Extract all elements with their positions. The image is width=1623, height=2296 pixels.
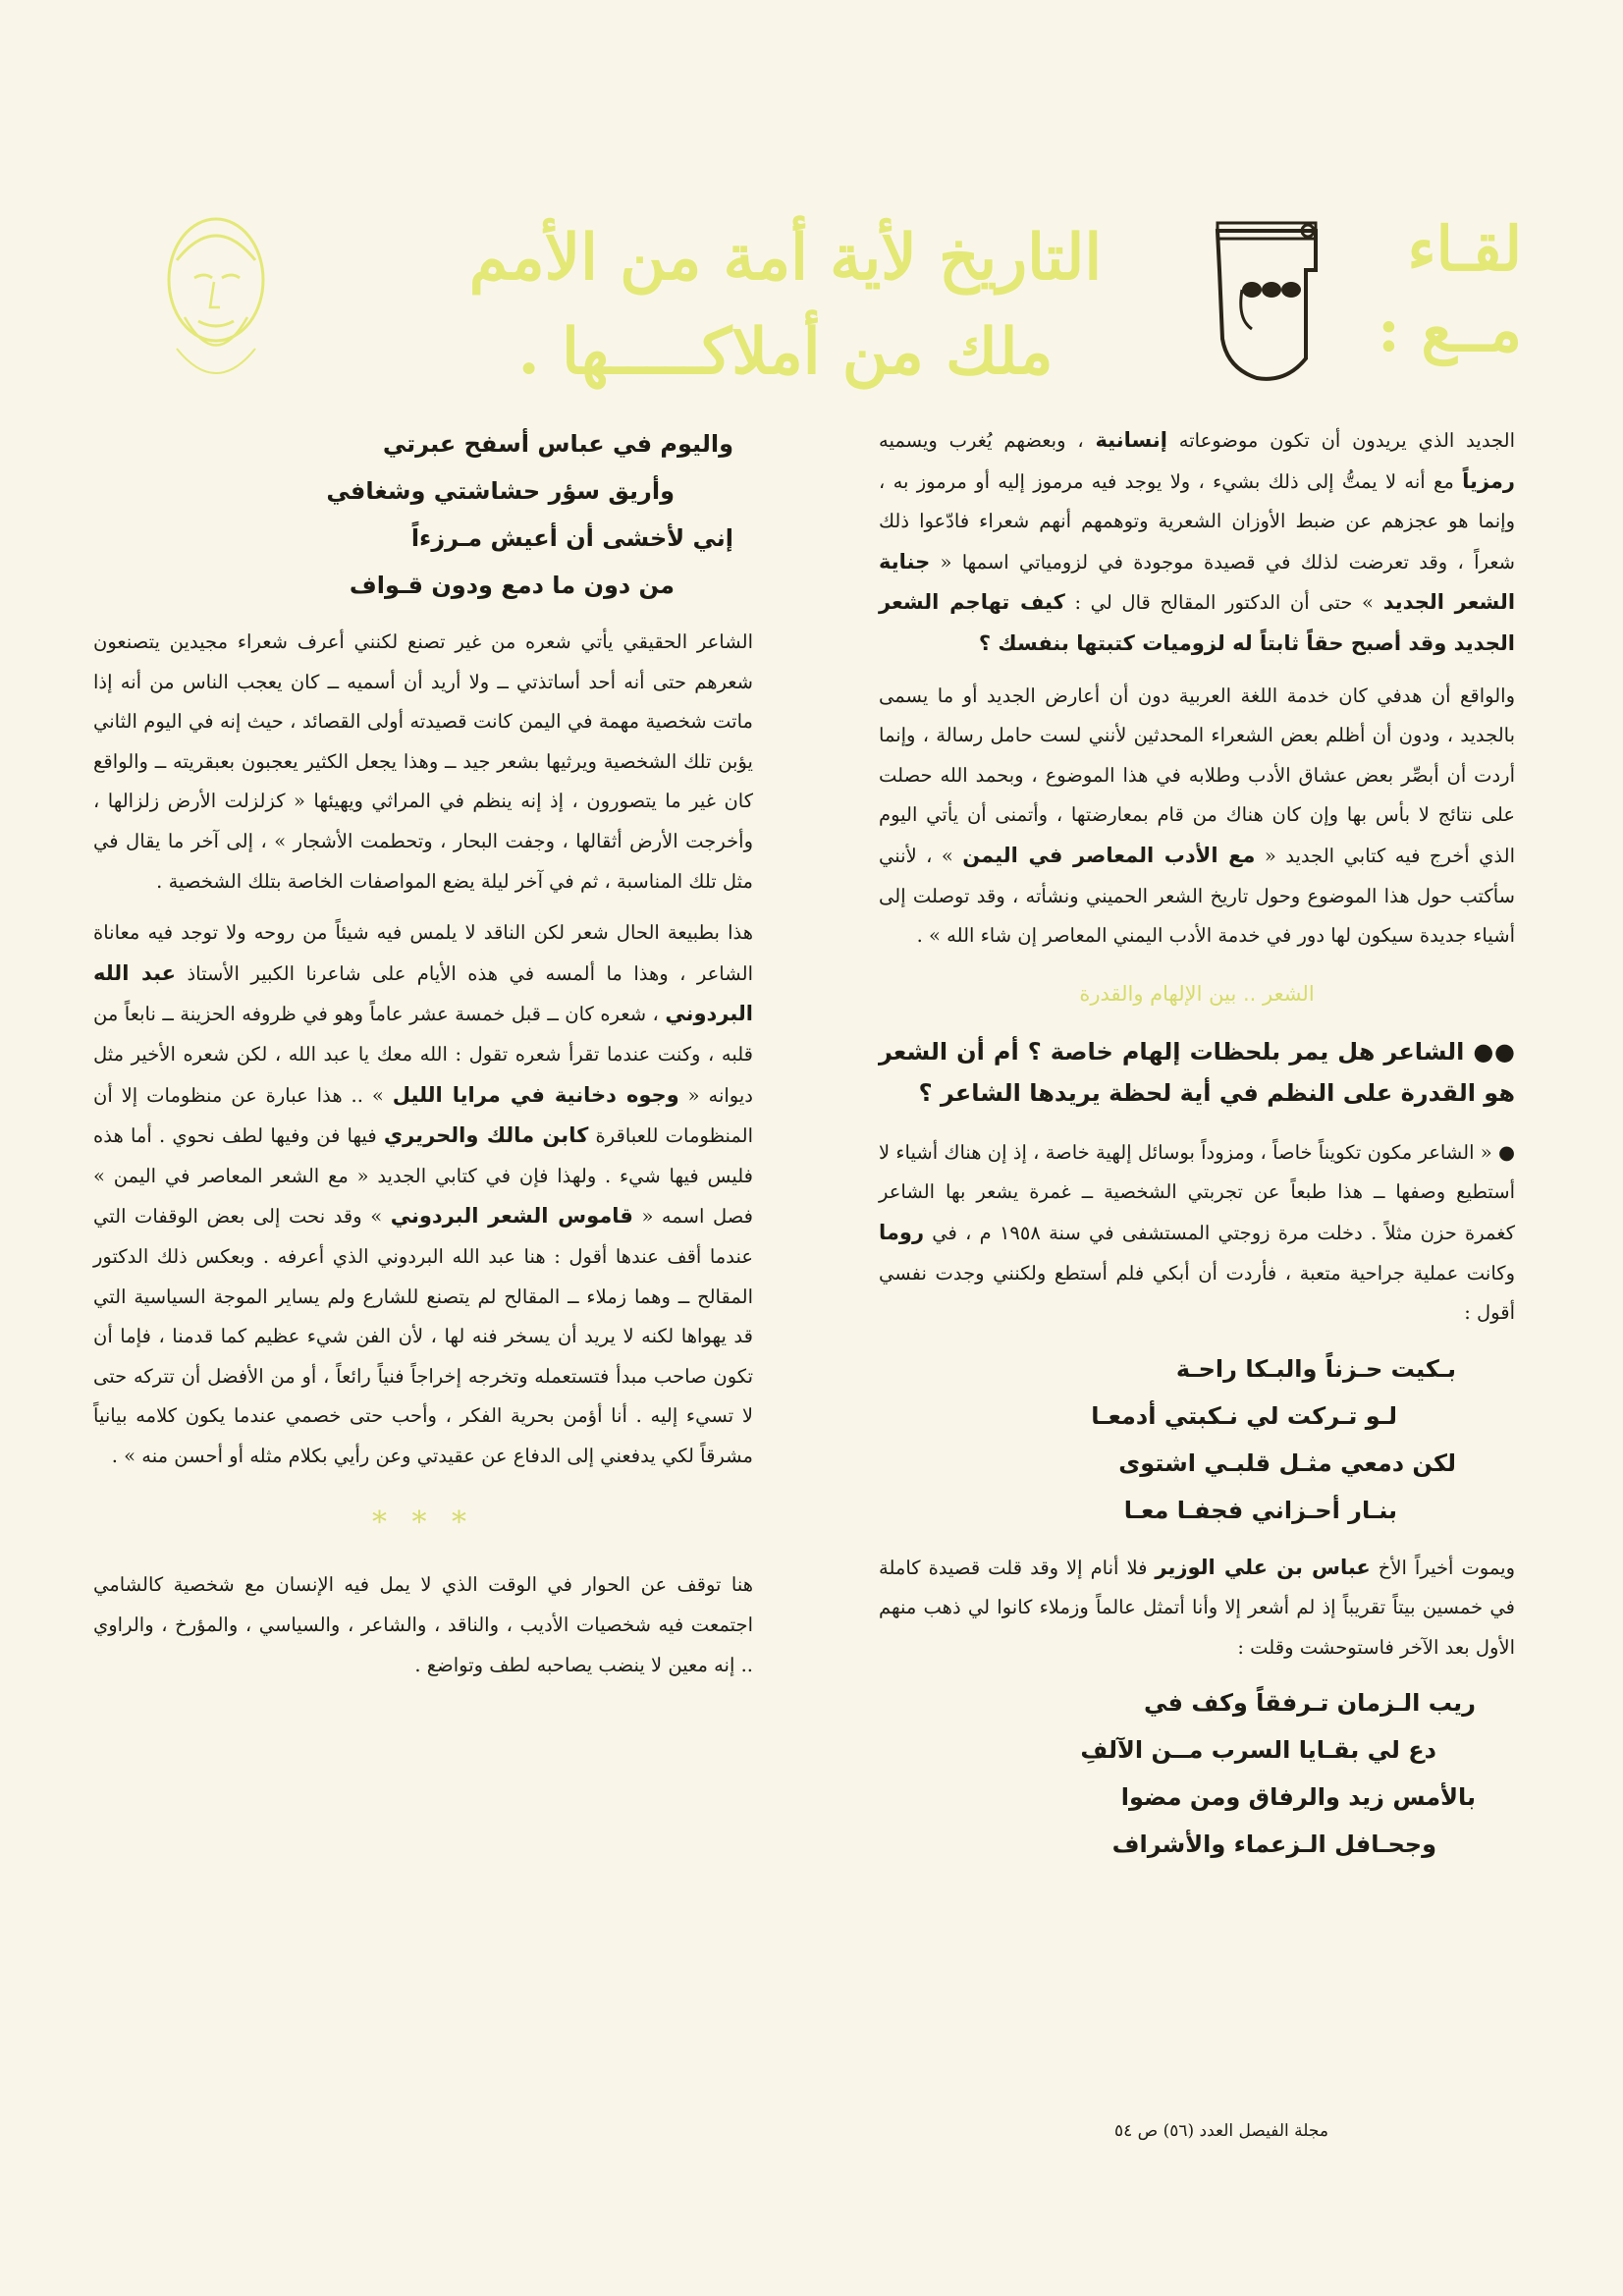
verse-line: ريب الـزمان تـرفقاً وكف في (1144, 1689, 1476, 1718)
paragraph-1 (879, 420, 1515, 665)
headline-line-1: التاريخ لأية أمة من الأمم (468, 221, 1103, 295)
verse-line: لـو تـركت لي نـكبتي أدمعـا (1091, 1401, 1397, 1430)
verse-line: دع لي بقـايا السرب مــن الآلفِ (1080, 1736, 1436, 1765)
bold-text: قاموس الشعر البردوني (390, 1204, 633, 1229)
text: هذا بطبيعة الحال شعر لكن الناقد لا يلمس فيه شيئاً من روحه ولا توجد فيه معاناة الشاعر ، وهذا ما ألمسه في هذه الأيام على شاعرنا الكبير الأستاذ (93, 921, 754, 985)
text: والواقع أن هدفي كان خدمة اللغة العربية دون أن أعارض الجديد أو ما يسمى بالجديد ، ودون أن أظلم بعض الشعراء المحدثين لأنني لست حامل رسالة ، وإنما أردت أن أبصِّر بعض عشاق الأدب وطلابه في هذا الموضوع ، وبحمد الله حصلت على نتائج لا بأس بها وإن كان هناك من قام بمعارضتها ، وأتمنى أن يأتي اليوم الذي أخرج فيه كتابي الجديد « (879, 683, 1516, 867)
text: » .. هذا عبارة عن منظومات إلا أن المنظومات للعباقرة (93, 1083, 754, 1148)
hand-pen-icon (1198, 211, 1335, 388)
logo-word-maa: مــع : (1377, 294, 1522, 365)
verse-line: إني لأخشى أن أعيش مـرزءاً (410, 524, 733, 552)
paragraph-5: الشاعر الحقيقي يأتي شعره من غير تصنع لكنني أعرف شعراء مجيدين يتصنعون شعرهم حتى أنه أحد أساتذتي ــ ولا أريد أن أسميه ــ كان يعجب الناس من أنه إذا ماتت شخصية مهمة في اليمن كانت قصيدته أولى القصائد ، حيث إنه في اليوم الثاني يؤبن تلك الشخصية ويرثيها بشعر جيد ــ وهذا يجعل الكثير يعجبون بعبقريته ــ والواقع كان غير ما يتصورون ، إذ إنه ينظم في المراثي ويهيئها « كزلزلت الأرض زلزالها ، وأخرجت الأرض أثقالها ، وجفت البحار ، وتحطمت الأشجار » ، إلى آخر ما يقال في مثل تلك المناسبة ، ثم في آخر ليلة يضع المواصفات الخاصة بتلك الشخصية . (93, 630, 753, 893)
interview-question: ●● الشاعر هل يمر بلحظات إلهام خاصة ؟ أم أن الشعر هو القدرة على النظم في أية لحظة يريدها الشاعر ؟ (879, 1037, 1515, 1107)
headline-line-2: ملك من أملاكـــــها . (517, 315, 1054, 389)
verse-line: بالأمس زيد والرفاق ومن مضوا (1120, 1783, 1476, 1812)
text: الجديد الذي يريدون أن تكون موضوعاته (1166, 429, 1515, 452)
verse-line: لكن دمعي مثـل قلبـي اشتوى (1118, 1449, 1456, 1477)
poem-block-2 (879, 1679, 1515, 1868)
text: ● « الشاعر مكون تكويناً خاصاً ، ومزوداً بوسائل إلهية خاصة ، إذ إن هناك أشياء لا أستطيع وصفها ــ هذا طبعاً عن تجربتي الشخصية ــ غمرة يشعر بها الشاعر كغمرة حزن مثلاً . دخلت مرة زوجتي المستشفى في سنة ١٩٥٨ م ، في (879, 1140, 1515, 1244)
bold-text: عبد الله البردوني (93, 960, 753, 1026)
author-portrait-sketch (147, 201, 285, 388)
bold-text: وجوه دخانية في مرايا الليل (392, 1082, 679, 1107)
verse-line: وأريق سؤر حشاشتي وشغافي (326, 477, 675, 505)
paragraph-2 (879, 677, 1515, 957)
poem-block-1 (879, 1345, 1515, 1534)
bold-text: جناية الشعر الجديد (879, 549, 1516, 615)
text: فلا أنام إلا وقد قلت قصيدة كاملة في خمسين بيتاً تقريباً إذ لم أشعر إلا وأنا أتمثل عالماً وزملاء كانوا لي ذهب منهم الأول بعد الآخر فاستوحشت وقلت : (879, 1556, 1515, 1659)
text: » حتى أن الدكتور المقالح قال لي : (1064, 591, 1383, 615)
paragraph-7: هنا توقف عن الحوار في الوقت الذي لا يمل فيه الإنسان مع شخصية كالشامي اجتمعت فيه شخصيات الأديب ، والناقد ، والشاعر ، والسياسي ، والمؤرخ ، والراوي .. إنه معين لا ينضب يصاحبه لطف وتواضع . (93, 1573, 753, 1676)
text: » وقد نحت إلى بعض الوقفات التي عندما أقف عندها أقول : هنا عبد الله البردوني الذي أعرفه . وبعكس ذلك الدكتور المقالح ــ وهما زملاء ــ المقالح لم يتصنع للشارع ولم يساير الموجة السياسية التي قد يهواها لكنه لا يريد أن يسخر فنه لها ، لأن الفن شيء عظيم كما قدمنا ، فإما أن تكون صاحب مبدأ فتستعمله وتخرجه إخراجاً فنياً رائعاً ، أو من الأفضل أن تتركه حتى لا تسيء إليه . أنا أؤمن بحرية الفكر ، وأحب حتى خصمي عندما يكون كلامه بيانياً مشرقاً لكي يدفعني إلى الدفاع عن عقيدتي وعن رأيي بكلام مثله أو أحسن منه » . (93, 1205, 753, 1467)
poem-block-0 (93, 420, 753, 609)
paragraph-6 (93, 913, 753, 1476)
verse-line: من دون ما دمع ودون قـواف (349, 572, 675, 599)
text: ويموت أخيراً الأخ (1370, 1556, 1515, 1579)
bold-text: روما (879, 1220, 925, 1244)
verse-line: بنـار أحـزاني فجفـا معـا (1123, 1496, 1397, 1524)
logo-word-liqaa: لقـاء (1407, 213, 1522, 285)
text: ، وبعضهم يُغرب ويسميه (879, 429, 1096, 452)
text: » ، لأنني سأكتب حول هذا الموضوع وحول تاريخ الشعر الحميني ونشأته ، وقد توصلت إلى أشياء جديدة سيكون لها دور في خدمة الأدب اليمني المعاصر إن شاء الله » . (879, 844, 1515, 948)
page-footer-caption: مجلة الفيصل العدد (٥٦) ص ٥٤ (1113, 2121, 1328, 2141)
bold-question: كيف تهاجم الشعر الجديد وقد أصبح حقاً ثابتاً له لزوميات كتبتها بنفسك ؟ (879, 590, 1515, 655)
section-separator-stars: * * * (371, 1505, 475, 1541)
section-subtitle: الشعر .. بين الإلهام والقدرة (1079, 981, 1315, 1006)
bold-text: إنسانية (1095, 428, 1167, 452)
bold-text: مع الأدب المعاصر في اليمن (962, 843, 1256, 867)
article-header (147, 191, 1522, 408)
article-headline (461, 211, 1109, 400)
bold-text: عباس بن علي الوزير (1155, 1555, 1371, 1579)
paragraph-4 (879, 1548, 1515, 1668)
text: وكانت عملية جراحية متعبة ، فأردت أن أبكي فلم أستطع ولكنني وجدت نفسي أقول : (879, 1261, 1515, 1325)
text: فيها فن وفيها لطف نحوي . أما هذه فليس فيها شيء . ولهذا فإن في كتابي الجديد « مع الشعر المعاصر في اليمن » فصل اسمه « (93, 1124, 753, 1229)
text: مع أنه لا يمتُّ إلى ذلك بشيء ، ولا يوجد فيه مرموز إليه أو مرموز به ، وإنما هو عجزهم عن ضبط الأوزان الشعرية وتوهمهم أنهم شعراء فادّعوا ذلك شعراً ، وقد تعرضت لذلك في قصيدة موجودة في لزومياتي اسمها « (879, 469, 1515, 574)
bold-text: رمزياً (1462, 468, 1515, 493)
left-column (93, 420, 753, 1697)
paragraph-3 (879, 1133, 1515, 1334)
text: ، شعره كان ــ قبل خمسة عشر عاماً وهو في ظروفه الحزينة ــ نابعاً من قلبه ، وكنت عندما تقرأ شعره تقول : الله معك يا عبد الله ، لكن شعره الأخير مثل ديوانه « (93, 1003, 753, 1107)
verse-line: بـكيت حـزناً والبـكا راحـة (1175, 1354, 1456, 1383)
verse-line: وجحـافل الـزعماء والأشراف (1111, 1831, 1436, 1859)
right-column (879, 420, 1515, 1882)
verse-line: واليوم في عباس أسفح عبرتي (382, 430, 733, 458)
bold-text: كابن مالك والحريري (383, 1123, 589, 1148)
interview-logo (1247, 211, 1522, 388)
